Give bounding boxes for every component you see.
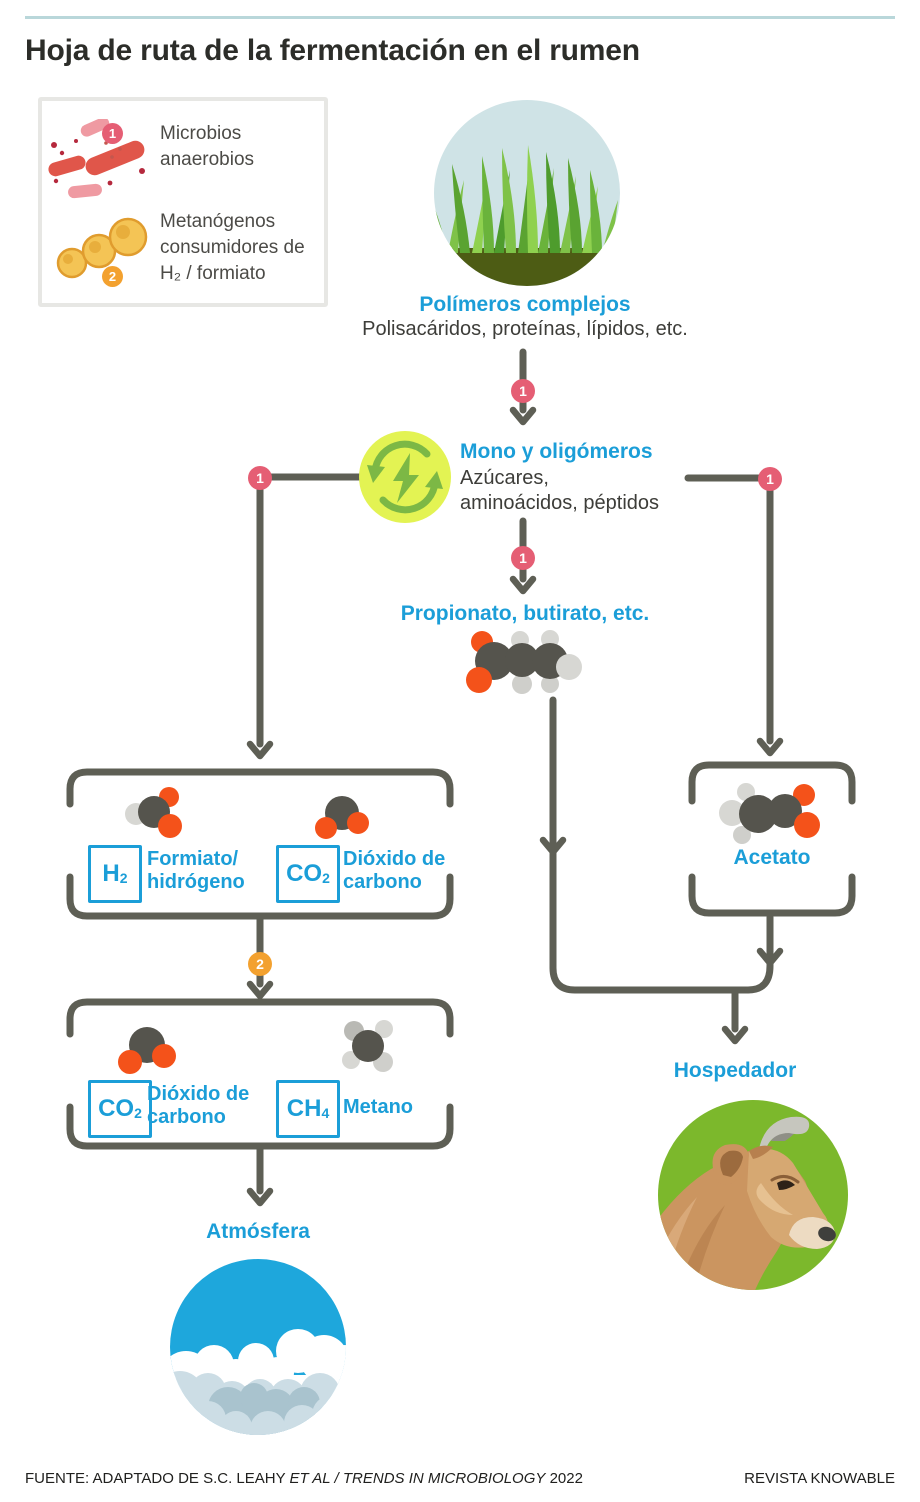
formiato-molecule-icon — [123, 784, 185, 842]
ch4-chip: CH 4 — [276, 1080, 340, 1138]
step-1-badge: 1 — [511, 379, 535, 403]
legend-label-methanogens: Metanógenos consumidores de H₂ / formiato — [160, 211, 305, 284]
legend-badge-1: 1 — [102, 123, 123, 144]
atmosphere-clouds-icon — [170, 1259, 346, 1435]
step-1-badge: 1 — [511, 546, 535, 570]
co2-bottom-label: Dióxido de carbono — [147, 1083, 250, 1128]
mono-title: Mono y oligómeros — [460, 440, 653, 463]
step-1-badge: 1 — [248, 466, 272, 490]
h2-chip: H 2 — [88, 845, 142, 903]
page-title: Hoja de ruta de la fermentación en el rumen — [25, 34, 640, 67]
step-2-badge: 2 — [248, 952, 272, 976]
acetato-molecule-icon — [718, 780, 826, 850]
legend-label-anaerobic-microbes: Microbios anaerobios — [160, 123, 255, 170]
mono-subtitle-line2: aminoácidos, péptidos — [460, 492, 660, 514]
hospedador-label: Hospedador — [673, 1059, 797, 1082]
co2-molecule-icon — [312, 790, 372, 844]
publisher-credit: REVISTA KNOWABLE — [744, 1470, 895, 1487]
source-italic: ET AL / TRENDS IN MICROBIOLOGY — [289, 1470, 546, 1487]
atmosfera-label: Atmósfera — [206, 1220, 310, 1243]
metano-label: Metano — [343, 1096, 413, 1118]
co2-top-label: Dióxido de carbono — [343, 848, 446, 893]
source-credit: FUENTE: ADAPTADO DE S.C. LEAHY ET AL / TRENDS IN MICROBIOLOGY 2022 — [25, 1470, 583, 1487]
polimeros-title: Polímeros complejos — [419, 293, 631, 316]
formiato-label: Formiato/ hidrógeno — [147, 848, 245, 893]
polimeros-subtitle: Polisacáridos, proteínas, lípidos, etc. — [362, 318, 688, 340]
grass-icon — [434, 100, 620, 286]
co2-molecule-icon — [116, 1022, 178, 1078]
propionato-title: Propionato, butirato, etc. — [400, 602, 650, 625]
propionato-molecule-icon — [462, 628, 584, 696]
step-1-badge: 1 — [758, 467, 782, 491]
co2-chip: CO 2 — [276, 845, 340, 903]
ch4-molecule-icon — [340, 1020, 398, 1074]
acetato-label: Acetato — [733, 846, 811, 869]
mono-subtitle-line1: Azúcares, — [460, 467, 549, 489]
co2-chip: CO 2 — [88, 1080, 152, 1138]
fermentation-cycle-icon — [357, 429, 453, 525]
legend-badge-2: 2 — [102, 266, 123, 287]
cow-host-icon — [653, 1095, 853, 1295]
